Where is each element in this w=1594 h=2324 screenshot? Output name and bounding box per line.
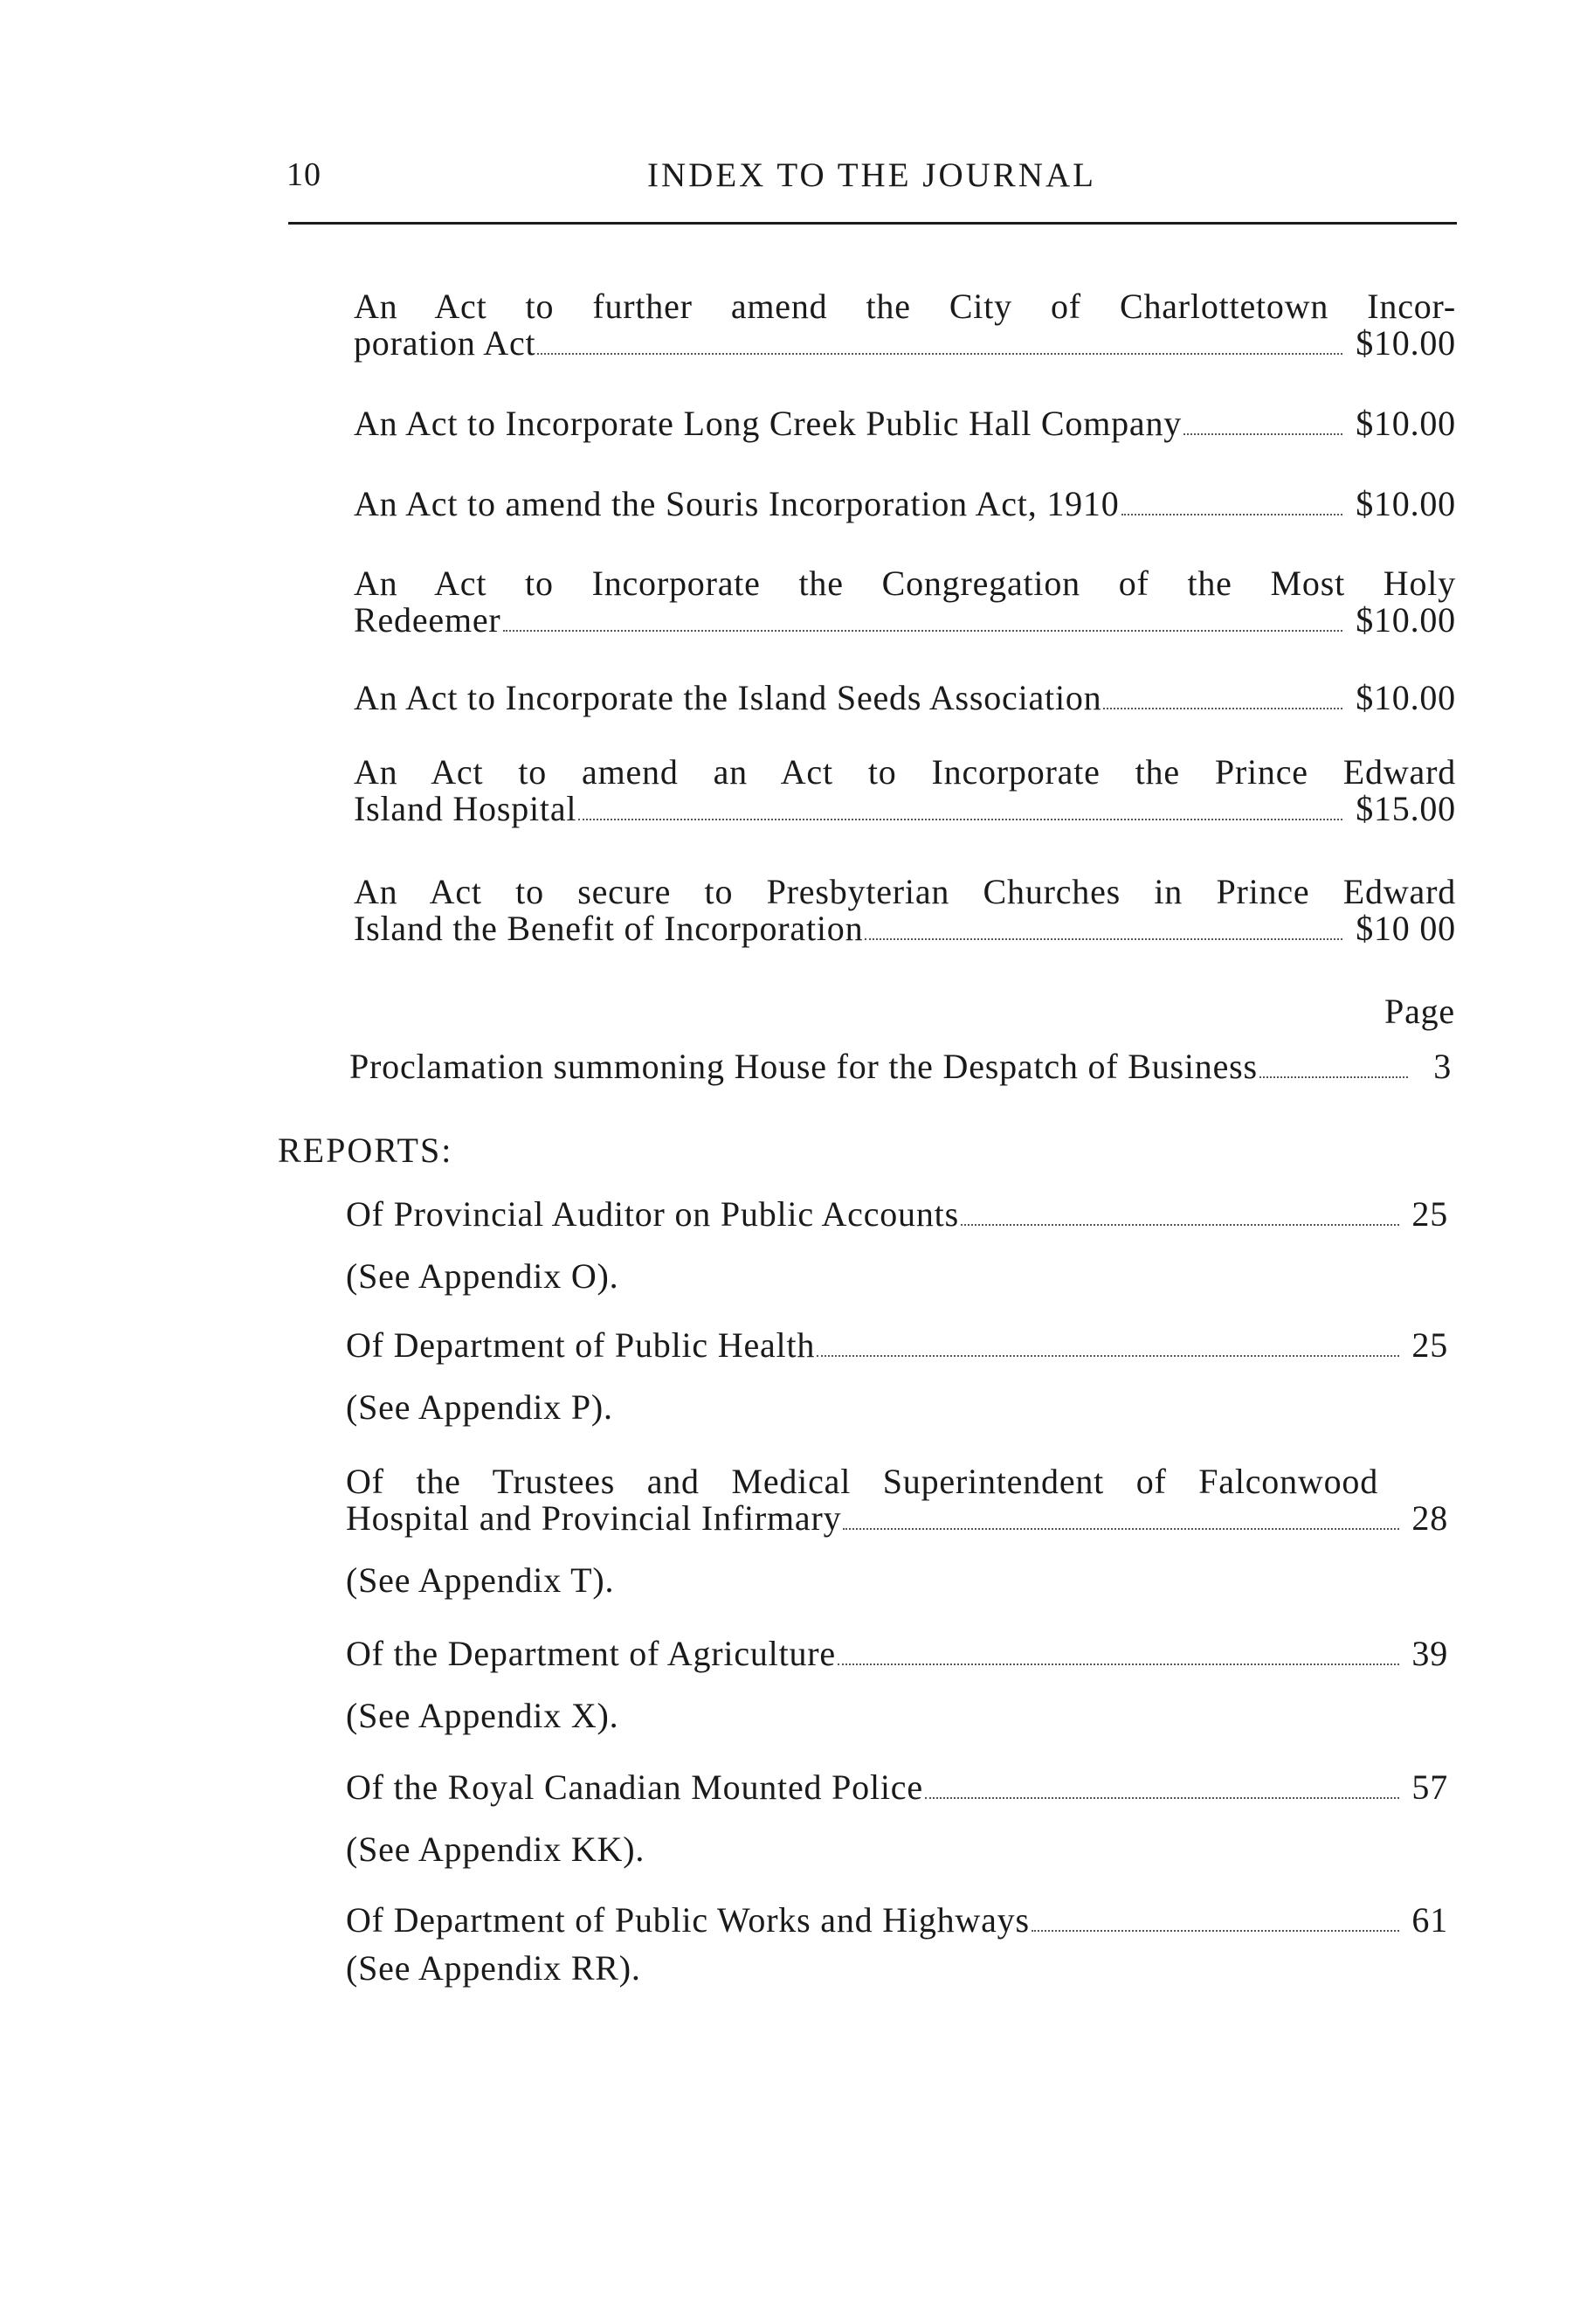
report-entry (346, 1636, 1448, 1734)
act-leader-line (354, 405, 1456, 443)
report-entry (346, 1902, 1448, 1987)
report-text: Of the Royal Canadian Mounted Police (346, 1767, 923, 1807)
dot-leader (961, 1224, 1399, 1226)
report-leader-line (346, 1196, 1448, 1234)
dot-leader (1032, 1930, 1399, 1932)
dot-leader (1259, 1076, 1408, 1078)
act-entry (354, 405, 1456, 443)
report-text: Of the Department of Agriculture (346, 1634, 836, 1673)
report-page: 25 (1411, 1325, 1448, 1365)
page-header (286, 156, 1457, 208)
report-leader-line (346, 1636, 1448, 1673)
report-entry (346, 1196, 1448, 1295)
act-leader-line (354, 910, 1456, 948)
act-entry (354, 874, 1456, 948)
report-page: 28 (1411, 1498, 1448, 1538)
report-page: 25 (1411, 1194, 1448, 1234)
report-text-line: Of the Trustees and Medical Superintendent of Falconwood (346, 1462, 1378, 1501)
report-leader-line (346, 1327, 1448, 1365)
act-entry (354, 754, 1456, 828)
act-entry (354, 288, 1456, 363)
act-text-line: An Act to Incorporate the Congregation of the Most Holy (354, 564, 1456, 603)
dot-leader (925, 1797, 1399, 1799)
dot-leader (838, 1663, 1399, 1665)
act-fee: $10.00 (1356, 600, 1456, 640)
act-leader-line (354, 680, 1456, 717)
running-title: INDEX TO THE JOURNAL (647, 156, 1096, 194)
act-text: An Act to Incorporate Long Creek Public Hall Company (354, 404, 1183, 443)
act-text-tail: Redeemer (354, 600, 501, 640)
page-number: 10 (286, 156, 321, 193)
act-fee: $15.00 (1356, 789, 1456, 828)
act-fee: $10 00 (1356, 909, 1456, 948)
act-fee: $10.00 (1356, 678, 1456, 717)
appendix-reference: (See Appendix P). (346, 1387, 613, 1427)
header-rule (288, 222, 1457, 225)
act-entry (354, 565, 1456, 640)
report-entry (346, 1463, 1448, 1599)
dot-leader (1183, 433, 1342, 435)
act-leader-line (354, 486, 1456, 523)
act-text-line: An Act to amend an Act to Incorporate the Prince Edward (354, 752, 1456, 792)
act-leader-line (354, 325, 1456, 363)
dot-leader (817, 1355, 1399, 1357)
appendix-reference: (See Appendix KK). (346, 1829, 645, 1869)
dot-leader (1121, 514, 1342, 515)
act-text: An Act to amend the Souris Incorporation Act, 1910 (354, 484, 1120, 523)
proclamation-page: 3 (1433, 1047, 1452, 1086)
dot-leader (578, 819, 1342, 820)
act-fee: $10.00 (1356, 404, 1456, 443)
act-text: An Act to Incorporate the Island Seeds Association (354, 678, 1102, 717)
dot-leader (865, 938, 1342, 940)
act-entry (354, 486, 1456, 523)
act-fee: $10.00 (1356, 484, 1456, 523)
act-leader-line (354, 791, 1456, 828)
act-fee: $10.00 (1356, 323, 1456, 363)
appendix-reference: (See Appendix RR). (346, 1948, 641, 1988)
report-text-tail: Hospital and Provincial Infirmary (346, 1498, 842, 1538)
appendix-reference: (See Appendix X). (346, 1696, 619, 1735)
appendix-reference: (See Appendix O). (346, 1256, 619, 1296)
report-text: Of Department of Public Works and Highways (346, 1900, 1030, 1940)
appendix-reference: (See Appendix T). (346, 1560, 615, 1600)
act-text-line: An Act to further amend the City of Charlottetown Incor- (354, 287, 1456, 326)
report-page: 61 (1411, 1900, 1448, 1940)
report-leader-line (346, 1500, 1448, 1538)
report-page: 39 (1411, 1634, 1448, 1673)
page-column-label: Page (1384, 992, 1455, 1031)
act-text-tail: Island the Benefit of Incorporation (354, 909, 864, 948)
proclamation-leader-line (349, 1048, 1452, 1086)
act-leader-line (354, 602, 1456, 640)
report-leader-line (346, 1902, 1448, 1940)
act-entry (354, 680, 1456, 717)
act-text-line: An Act to secure to Presbyterian Churches in Prince Edward (354, 872, 1456, 911)
report-leader-line (346, 1769, 1448, 1807)
report-page: 57 (1411, 1767, 1448, 1807)
reports-heading: REPORTS: (278, 1131, 453, 1170)
report-text: Of Provincial Auditor on Public Accounts (346, 1194, 959, 1234)
act-text-tail: Island Hospital (354, 789, 577, 828)
dot-leader (1103, 708, 1342, 709)
dot-leader (537, 353, 1342, 355)
proclamation-text: Proclamation summoning House for the Despatch of Business (349, 1047, 1258, 1086)
proclamation-entry (349, 1048, 1452, 1086)
dot-leader (843, 1528, 1399, 1530)
report-entry (346, 1327, 1448, 1426)
report-text: Of Department of Public Health (346, 1325, 816, 1365)
dot-leader (503, 630, 1342, 632)
act-text-tail: poration Act (354, 323, 536, 363)
report-entry (346, 1769, 1448, 1868)
